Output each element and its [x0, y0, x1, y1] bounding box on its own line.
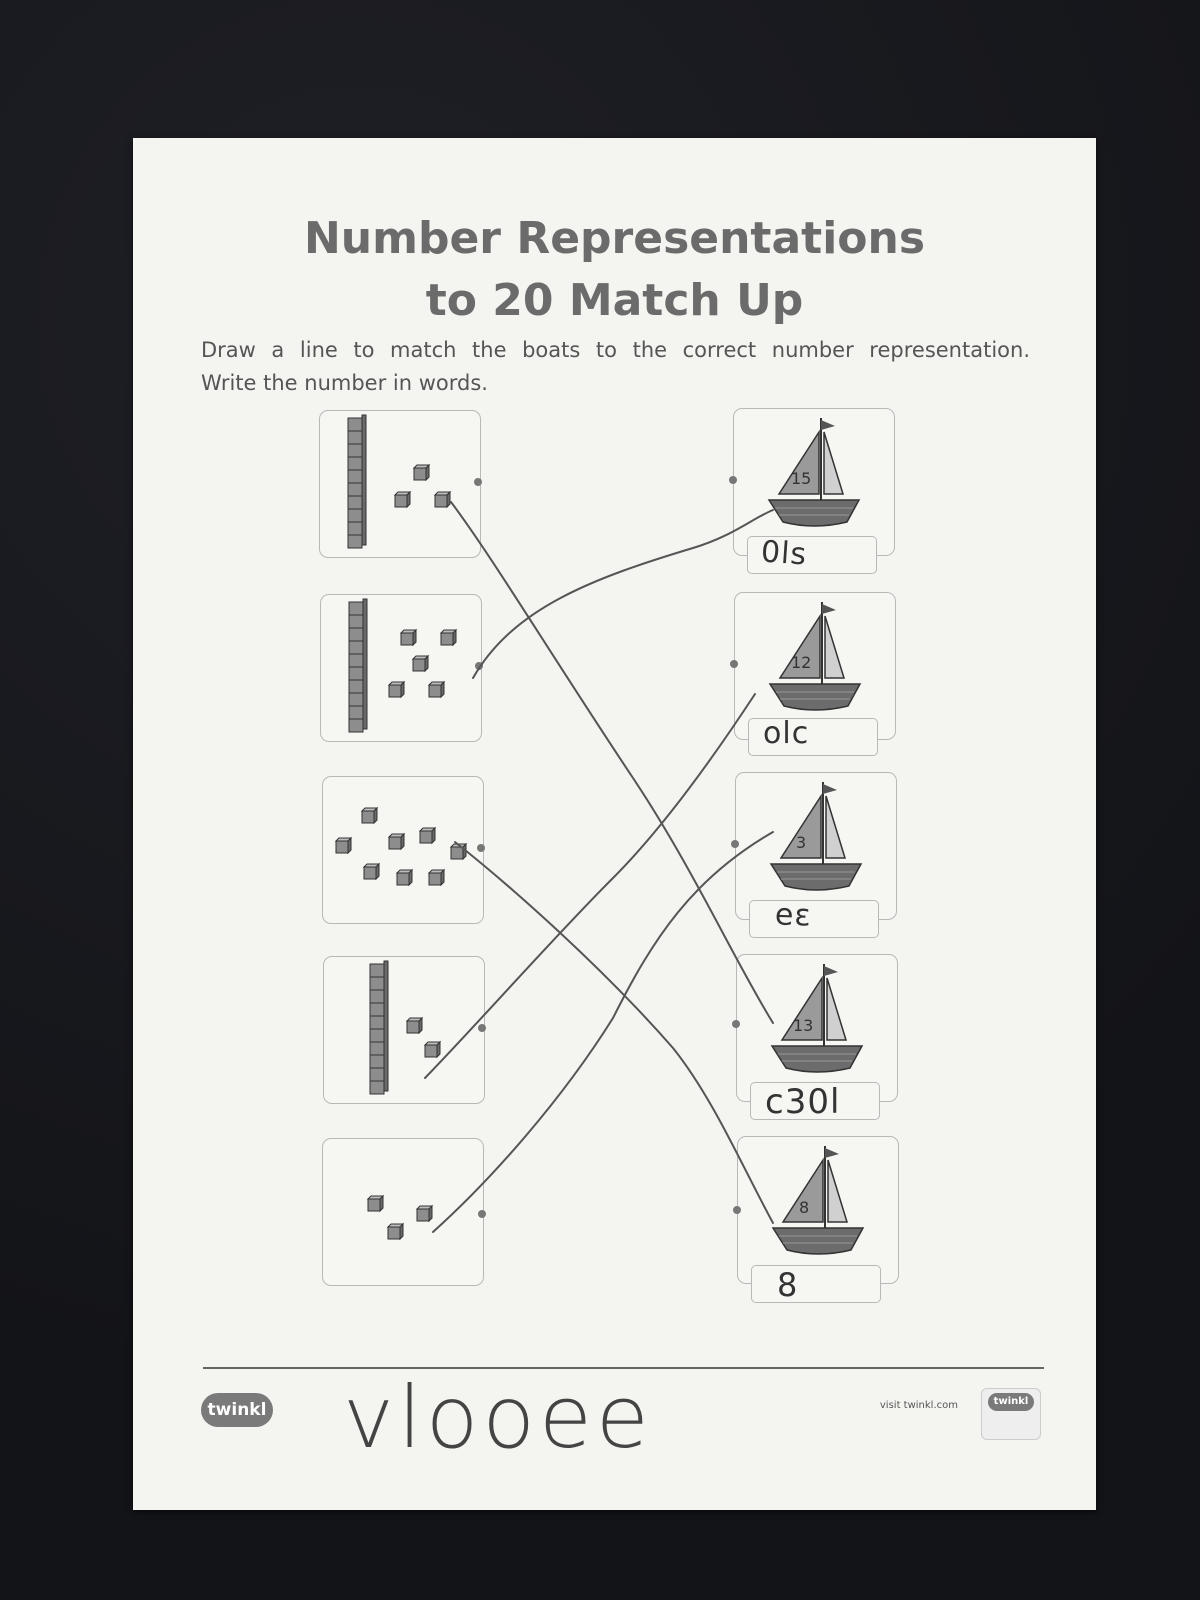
boat-number-3: 3 [796, 833, 807, 852]
connection-dots [474, 476, 741, 1218]
boat-8 [773, 1146, 863, 1254]
worksheet-page [133, 138, 1096, 1510]
instruction-line-1: Draw a line to match the boats to the correct number representation. [201, 338, 1030, 362]
line-3 [433, 832, 773, 1232]
instruction-line-2: Write the number in words. [201, 371, 488, 395]
handwritten-answer-3: eɛ [774, 897, 813, 934]
line-12 [425, 694, 755, 1078]
boat-3 [771, 782, 861, 890]
badge-logo: twinkl [988, 1393, 1034, 1411]
boat-15 [769, 418, 859, 526]
boat-number-2: 12 [791, 653, 812, 672]
handwritten-answer-5: 8 [777, 1266, 799, 1304]
line-8 [455, 842, 773, 1223]
boat-number-4: 13 [793, 1016, 814, 1035]
boat-number-1: 15 [791, 469, 812, 488]
line-13 [451, 502, 773, 1023]
visit-link[interactable]: visit twinkl.com [879, 1400, 958, 1411]
representation-3-blocks [368, 1196, 432, 1239]
line-15 [473, 510, 773, 678]
boat-12 [770, 602, 860, 710]
drawing-layer [133, 138, 1096, 1510]
representation-15-blocks [349, 599, 456, 732]
quality-badge [981, 1388, 1041, 1440]
representation-13-blocks [348, 415, 450, 548]
representation-8-blocks [336, 808, 466, 885]
handwritten-name: vlooee [343, 1368, 653, 1468]
handwritten-answer-2: olc [763, 716, 810, 751]
boat-number-5: 8 [799, 1198, 810, 1217]
twinkl-logo: twinkl [201, 1393, 273, 1427]
title-line-2: to 20 Match Up [425, 275, 804, 326]
title-line-1: Number Representations [303, 213, 926, 264]
pencil-lines [425, 502, 773, 1232]
handwritten-answer-4: c30l [765, 1082, 841, 1122]
handwritten-answer-1: 0ls [759, 534, 809, 573]
boat-13 [772, 964, 862, 1072]
